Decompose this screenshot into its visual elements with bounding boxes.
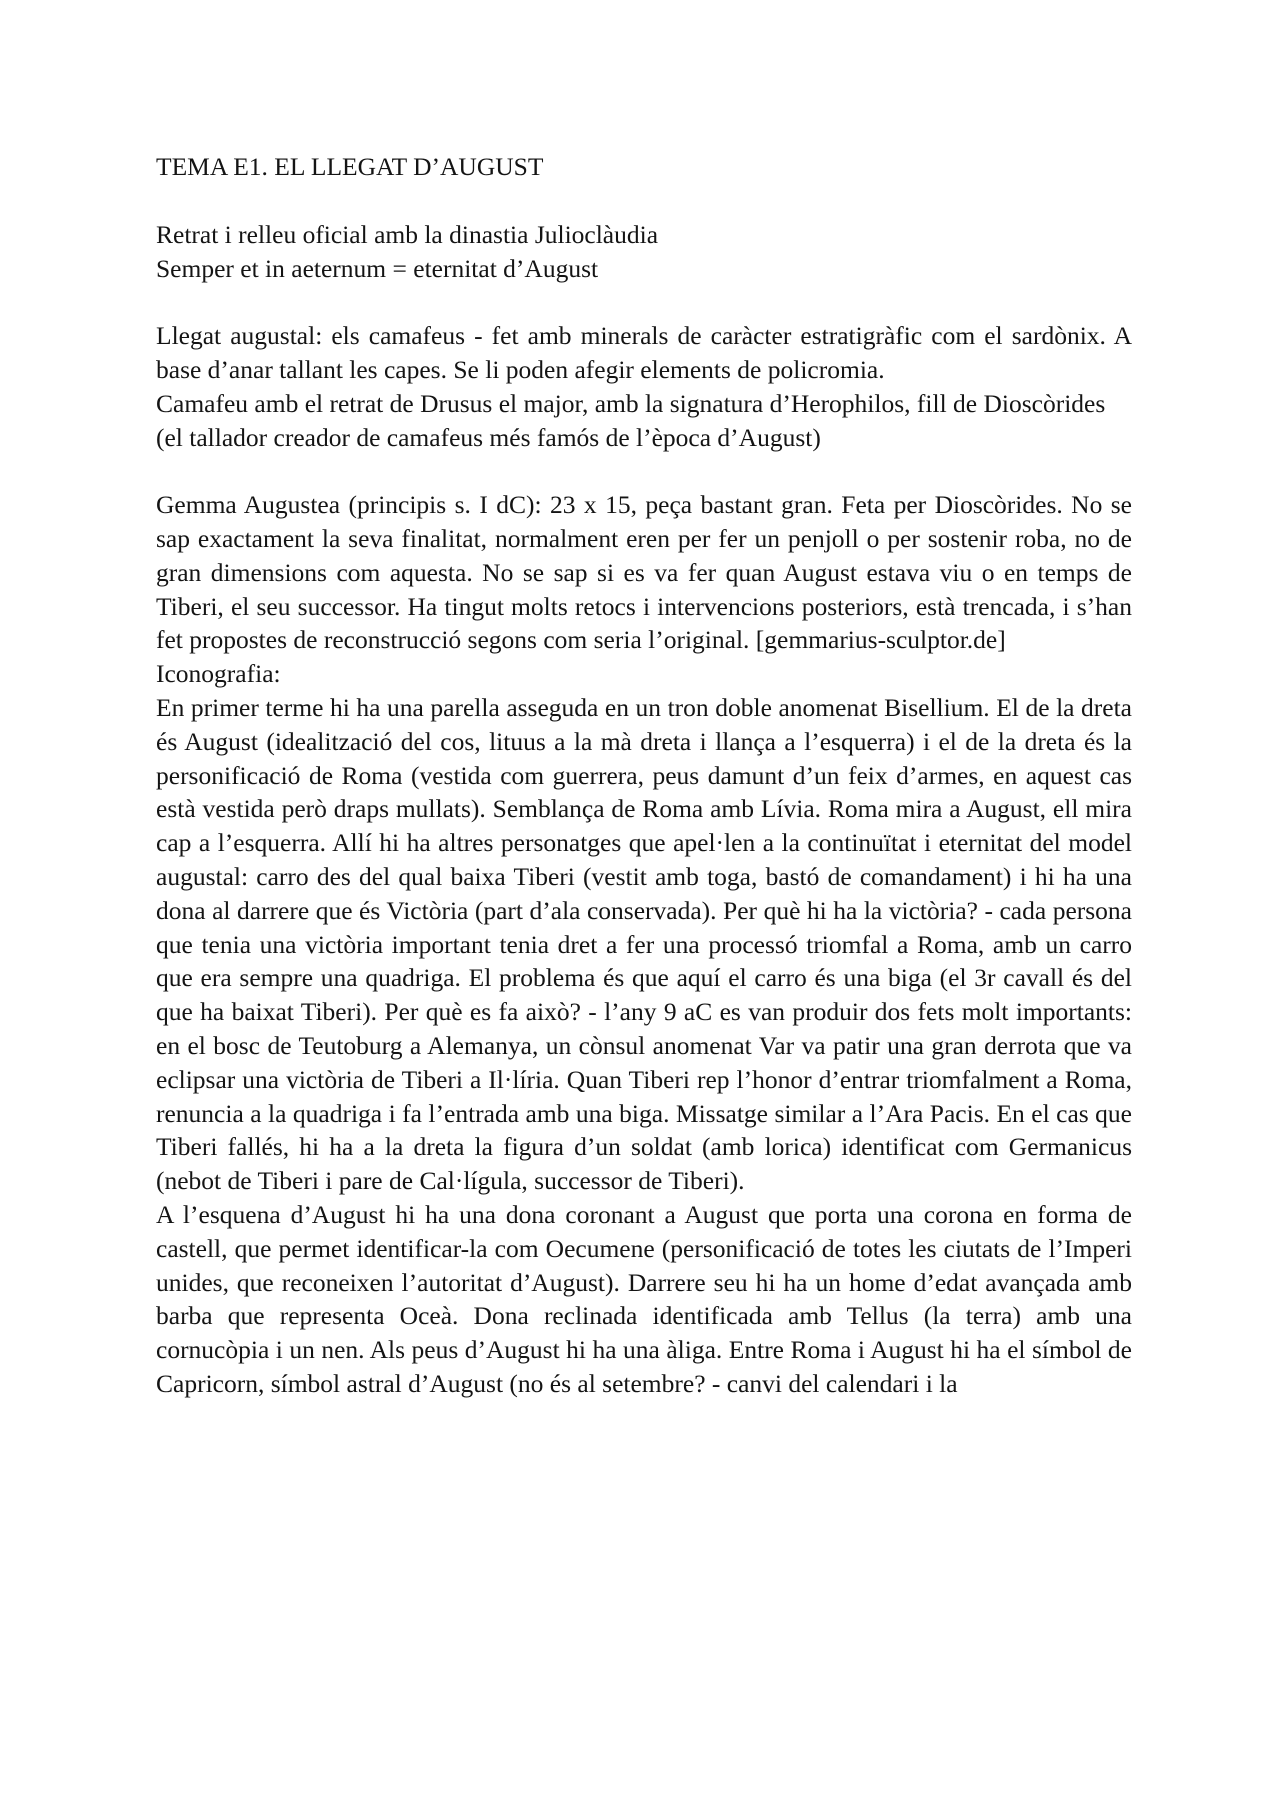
drusus-cameo-paragraph: Camafeu amb el retrat de Drusus el major, amb la signatura d’Herophilos, fill de Dioscòrides (el tallador creador de camafeus més famós de l’època d’August) xyxy=(156,388,1106,452)
gemma-section xyxy=(156,488,1132,1401)
intro-line-eternity: Semper et in aeternum = eternitat d’August xyxy=(156,253,599,283)
cameos-paragraph: Llegat augustal: els camafeus - fet amb minerals de caràcter estratigràfic com el sardònix. A base d’anar tallant les capes. Se li poden afegir elements de policromia. xyxy=(156,321,1132,384)
document-title: TEMA E1. EL LLEGAT D’AUGUST xyxy=(156,152,544,181)
document-page xyxy=(156,150,1132,1401)
iconography-heading: Iconografia: xyxy=(156,659,281,689)
iconography-paragraph: En primer terme hi ha una parella asseguda en un tron doble anomenat Bisellium. El de la dreta és August (idealització del cos, lituus a la mà dreta i llança a l’esquerra) i el de la dreta és la personificació de Roma (vestida com guerrera, peus damunt d’un feix d’armes, en aquest cas està vestida però draps mullats). Semblança de Roma amb Lívia. Roma mira a August, ell mira cap a l’esquerra. Allí hi ha altres personatges que apel·len a la continuïtat i eternitat del model augustal: carro des del qual baixa Tiberi (vestit amb toga, bastó de comandament) i hi ha una dona al darrere que és Victòria (part d’ala conservada). Per què hi ha la victòria? - cada persona que tenia una victòria important tenia dret a fer una processó triomfal a Roma, amb un carro que era sempre una quadriga. El problema és que aquí el carro és una biga (el 3r cavall és del que ha baixat Tiberi). Per què es fa això? - l’any 9 aC es van produir dos fets molt importants: en el bosc de Teutoburg a Alemanya, un cònsul anomenat Var va patir una gran derrota que va eclipsar una victòria de Tiberi a Il·líria. Quan Tiberi rep l’honor d’entrar triomfalment a Roma, renuncia a la quadriga i fa l’entrada amb una biga. Missatge similar a l’Ara Pacis. En el cas que Tiberi fallés, hi ha a la dreta la figura d’un soldat (amb lorica) identificat com Germanicus (nebot de Tiberi i pare de Cal·lígula, successor de Tiberi). xyxy=(156,692,1132,1196)
intro-block xyxy=(156,218,1132,286)
intro-line-portrait: Retrat i relleu oficial amb la dinastia Julioclàudia xyxy=(156,219,659,249)
cameos-section xyxy=(156,319,1132,454)
oecumene-paragraph: A l’esquena d’August hi ha una dona coronant a August que porta una corona en forma de castell, que permet identificar-la com Oecumene (personificació de totes les ciutats de l’Imperi unides, que reconeixen l’autoritat d’August). Darrere seu hi ha un home d’edat avançada amb barba que representa Oceà. Dona reclinada identificada amb Tellus (la terra) amb una cornucòpia i un nen. Als peus d’August hi ha una àliga. Entre Roma i August hi ha el símbol de Capricorn, símbol astral d’August (no és al setembre? - canvi del calendari i la xyxy=(156,1199,1132,1398)
gemma-augustea-paragraph: Gemma Augustea (principis s. I dC): 23 x 15, peça bastant gran. Feta per Dioscòrides. No se sap exactament la seva finalitat, normalment eren per fer un penjoll o per sostenir roba, no de gran dimensions com aquesta. No se sap si es va fer quan August estava viu o en temps de Tiberi, el seu successor. Ha tingut molts retocs i intervencions posteriors, està trencada, i s’han fet propostes de reconstrucció segons com seria l’original. [gemmarius-sculptor.de] xyxy=(156,490,1132,655)
